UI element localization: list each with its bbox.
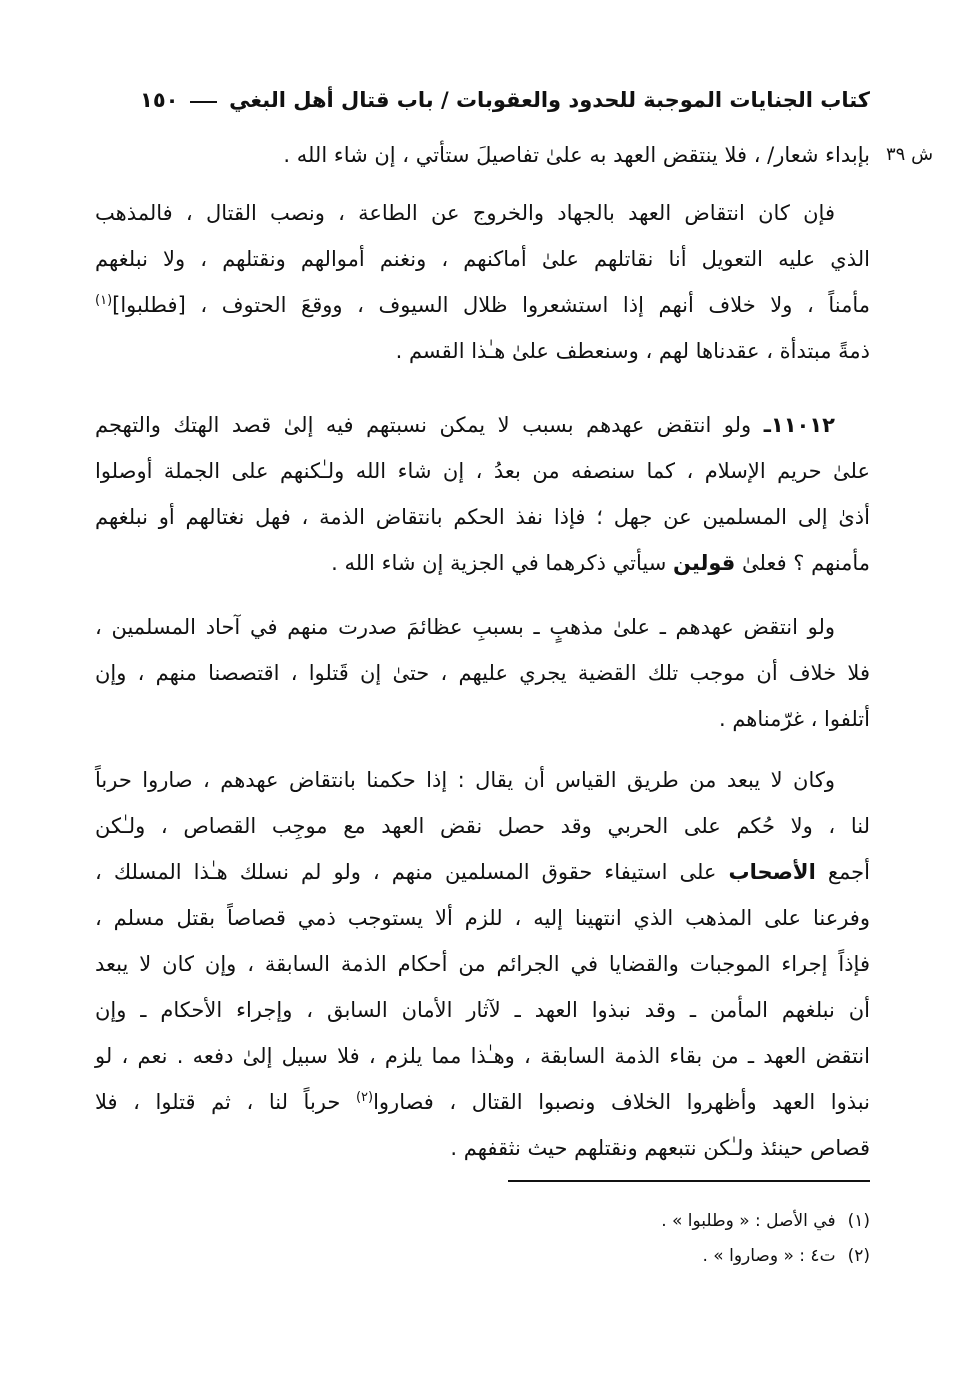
text-line	[95, 987, 870, 1033]
line-text: أجمع	[827, 860, 870, 884]
line-text: لنا ، ولا حُكم على الحربي وقد حصل نقض العهد مع موجِب القصاص ، ولـٰكن	[95, 814, 870, 838]
text-line	[95, 494, 870, 540]
line-text: أذىٰ إلى المسلمين عن جهل ؛ فإذا نفذ الحكم بانتقاض الذمة ، فهل نغتالهم أو نبلغهم	[95, 505, 870, 529]
section-number: ١١٠١٢ـ	[763, 413, 835, 437]
line-text: وفرعنا على المذهب الذي انتهينا إليه ، للزم ألا يستوجب ذمي قصاصاً بقتل مسلم ،	[95, 906, 870, 930]
paragraph	[95, 604, 870, 742]
footnotes	[95, 1204, 870, 1274]
text-line	[95, 650, 870, 696]
line-text: حرباً لنا ، ثم قتلوا ، فلا	[95, 1090, 341, 1114]
line-text: الذي عليه التعويل أنا نقاتلهم علىٰ أماكنهم ، ونغنم أموالهم ونقتلهم ، ولا نبلغهم	[95, 247, 870, 271]
paragraph	[95, 402, 870, 586]
line-text: أن نبلغهم المأمن ـ وقد نبذوا العهد ـ لآثار الأمان السابق ، وإجراء الأحكام ـ وإن	[95, 998, 870, 1022]
text-line	[95, 190, 870, 236]
text-line	[95, 1125, 870, 1171]
line-text: قصاص حينئذ ولـٰكن نتبعهم ونقتلهم حيث نثقفهم .	[450, 1136, 870, 1160]
line-text: سيأتي ذكرهما في الجزية إن شاء الله .	[331, 551, 667, 575]
page-number: ١٥٠	[140, 88, 179, 112]
footnote-number: (٢)	[847, 1246, 870, 1266]
header-rule	[190, 101, 217, 103]
line-text: مأمناً ، ولا خلاف أنهم إذا استشعروا ظلال السيوف ، ووقعَ الحتوف ، [فطلبوا]	[112, 293, 870, 317]
text-block	[95, 77, 934, 1274]
text-line	[95, 849, 870, 895]
text-line	[95, 895, 870, 941]
continuation-text: بإبداء شعار/ ، فلا ينتقض العهد به علىٰ تفاصيلَ ستأتي ، إن شاء الله .	[283, 143, 870, 167]
footnote-text: في الأصل : « وطلبوا » .	[661, 1211, 836, 1231]
line-text: أتلفوا ، غرّمناهم .	[718, 707, 870, 731]
text-line	[95, 803, 870, 849]
text-line	[95, 448, 870, 494]
page-header	[95, 77, 870, 123]
paragraph	[95, 757, 870, 1171]
text-line	[95, 1079, 870, 1125]
text-line	[95, 1033, 870, 1079]
line-text: مأمنهم ؟ فعلىٰ	[741, 551, 870, 575]
line-text: انتقض العهد ـ من بقاء الذمة السابقة ، وهـٰذا مما يلزم ، فلا سبيل إلىٰ دفعه . نعم ، لو	[95, 1044, 870, 1068]
line-text: فلا خلاف أن موجب تلك القضية يجري عليهم ، حتىٰ إن قَتلوا ، اقتصصنا منهم ، وإن	[95, 661, 870, 685]
line-text: فإن كان انتقاض العهد بالجهاد والخروج عن الطاعة ، ونصب القتال ، فالمذهب	[95, 201, 835, 225]
text-line	[95, 402, 870, 448]
line-text: ولو انتقض عهدهم ـ علىٰ مذهبٍ ـ بسببِ عظائمَ صدرت منهم في آحاد المسلمين ،	[95, 615, 835, 639]
line-text: ولو انتقض عهدهم بسبب لا يمكن نسبتهم فيه إلىٰ قصد الهتك والتهجم	[95, 413, 752, 437]
line-text: وكان لا يبعد من طريق القياس أن يقال : إذا حكمنا بانتقاض عهدهم ، صاروا حرباً	[95, 768, 835, 792]
footnote-number: (١)	[847, 1211, 870, 1231]
footnote	[95, 1204, 870, 1239]
bold-term: قولين	[673, 551, 736, 575]
continuation-line	[95, 132, 934, 178]
text-line	[95, 941, 870, 987]
line-text: علىٰ حريم الإسلام ، كما سنصفه من بعدُ ، إن شاء الله ولـٰكنهم على الجملة أوصلوا	[95, 459, 870, 483]
text-line	[95, 236, 870, 282]
footnote-separator	[508, 1180, 870, 1182]
footnote-ref: (١)	[95, 293, 113, 308]
footnote	[95, 1239, 870, 1274]
line-text: على استيفاء حقوق المسلمين منهم ، ولو لم نسلك هـٰذا المسلك ،	[95, 860, 717, 884]
running-title: كتاب الجنايات الموجبة للحدود والعقوبات / باب قتال أهل البغي	[229, 88, 870, 112]
footnote-text: ت٤ : « وصاروا » .	[702, 1246, 836, 1266]
margin-reference: ش ٣٩	[886, 144, 934, 165]
text-line	[95, 540, 870, 586]
line-text: نبذوا العهد وأظهروا الخلاف ونصبوا القتال ، فصاروا	[373, 1090, 870, 1114]
text-line	[95, 696, 870, 742]
text-line	[95, 604, 870, 650]
text-line	[95, 282, 870, 328]
text-line	[95, 757, 870, 803]
footnote-ref: (٢)	[355, 1090, 374, 1105]
text-line	[95, 328, 870, 374]
line-text: ذمةً مبتدأة ، عقدناها لهم ، وسنعطف علىٰ هـٰذا القسم .	[395, 339, 870, 363]
line-text: فإذاً إجراء الموجبات والقضايا في الجرائم من أحكام الذمة السابقة ، وإن كان لا يبعد	[95, 952, 870, 976]
bold-term: الأصحاب	[728, 860, 816, 884]
paragraph	[95, 190, 870, 374]
